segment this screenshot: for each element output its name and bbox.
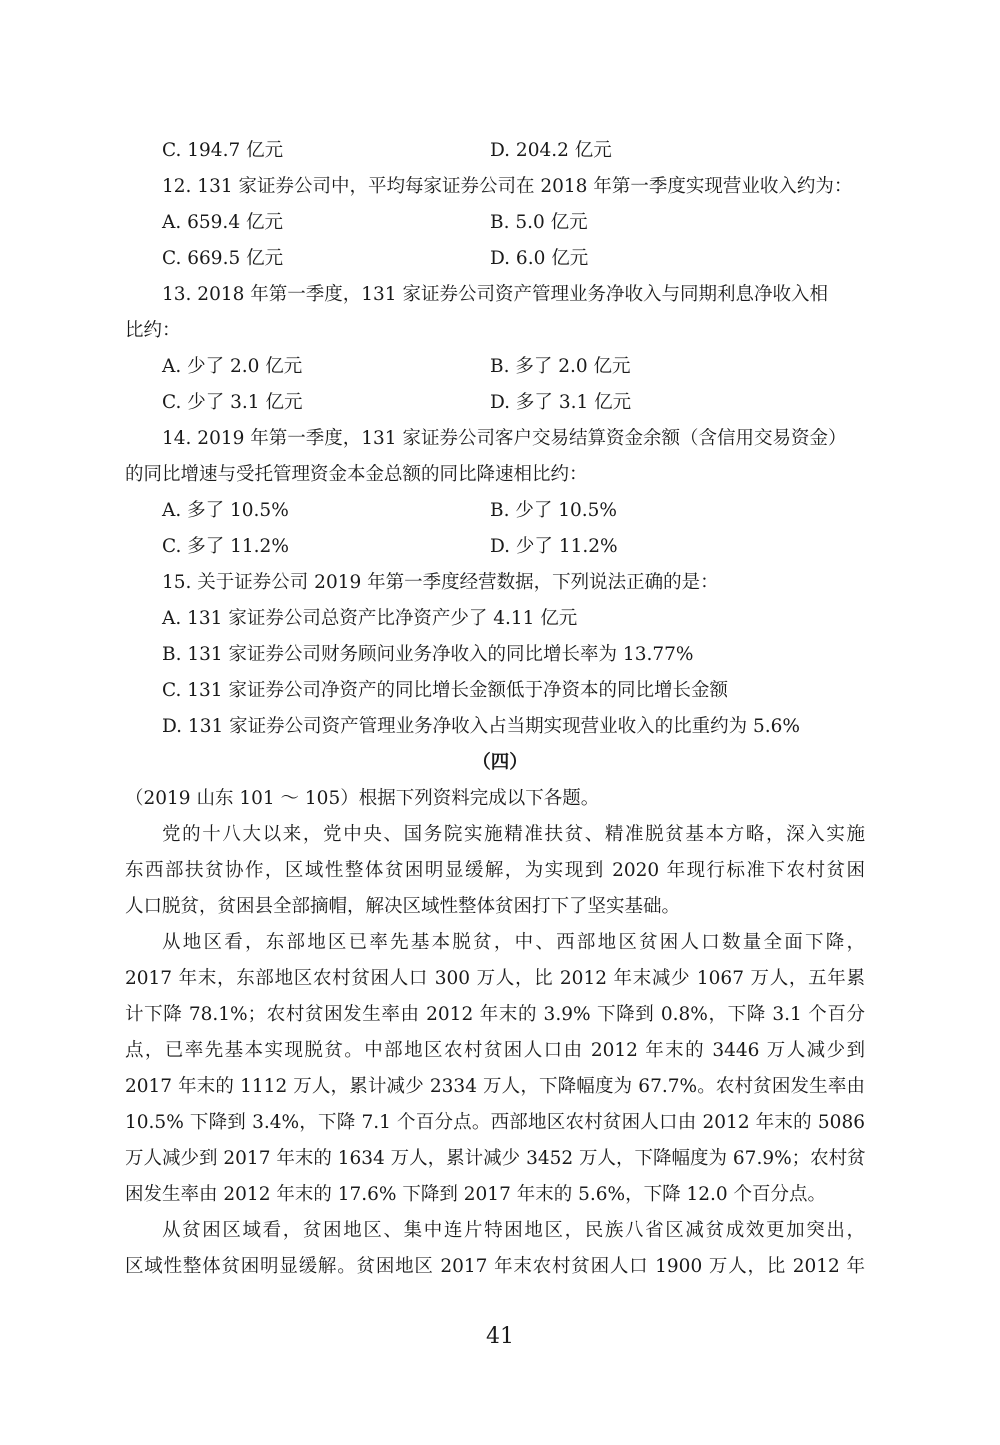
q14-stem-line2: 的同比增速与受托管理资金本金总额的同比降速相比约： — [125, 464, 588, 485]
para3-line2: 区域性整体贫困明显缓解。贫困地区 2017 年末农村贫困人口 1900 万人，比 2012 年 — [125, 1256, 865, 1277]
para3-line1: 从贫困区域看，贫困地区、集中连片特困地区，民族八省区减贫成效更加突出， — [162, 1220, 865, 1241]
q14-stem-line1: 14. 2019 年第一季度，131 家证券公司客户交易结算资金余额（含信用交易资金） — [162, 428, 847, 449]
para2-line3: 计下降 78.1%；农村贫困发生率由 2012 年末的 3.9% 下降到 0.8%，下降 3.1 个百分 — [125, 1004, 865, 1025]
q15-option-c: C. 131 家证券公司净资产的同比增长金额低于净资本的同比增长金额 — [162, 680, 728, 701]
q14-option-d: D. 少了 11.2% — [490, 536, 618, 557]
section-heading: （四） — [472, 752, 528, 773]
para2-line8: 困发生率由 2012 年末的 17.6% 下降到 2017 年末的 5.6%，下降 12.0 个百分点。 — [125, 1184, 827, 1205]
q15-stem: 15. 关于证券公司 2019 年第一季度经营数据，下列说法正确的是： — [162, 572, 719, 593]
q13-option-c: C. 少了 3.1 亿元 — [162, 392, 303, 413]
q14-option-c: C. 多了 11.2% — [162, 536, 289, 557]
q13-option-b: B. 多了 2.0 亿元 — [490, 356, 631, 377]
q13-option-d: D. 多了 3.1 亿元 — [490, 392, 632, 413]
page-number: 41 — [486, 1324, 514, 1349]
q12-stem: 12. 131 家证券公司中，平均每家证券公司在 2018 年第一季度实现营业收入约为： — [162, 176, 853, 197]
q12-option-a: A. 659.4 亿元 — [162, 212, 283, 233]
q15-option-a: A. 131 家证券公司总资产比净资产少了 4.11 亿元 — [162, 608, 578, 629]
q12-option-c: C. 669.5 亿元 — [162, 248, 284, 269]
q15-option-b: B. 131 家证券公司财务顾问业务净收入的同比增长率为 13.77% — [162, 644, 694, 665]
para2-line5: 2017 年末的 1112 万人，累计减少 2334 万人，下降幅度为 67.7%。农村贫困发生率由 — [125, 1076, 865, 1097]
para1-line3: 人口脱贫，贫困县全部摘帽，解决区域性整体贫困打下了坚实基础。 — [125, 896, 681, 917]
q11-option-c: C. 194.7 亿元 — [162, 140, 284, 161]
q13-option-a: A. 少了 2.0 亿元 — [162, 356, 303, 377]
para2-line4: 点，已率先基本实现脱贫。中部地区农村贫困人口由 2012 年末的 3446 万人减少到 — [125, 1040, 865, 1061]
q13-stem-line1: 13. 2018 年第一季度，131 家证券公司资产管理业务净收入与同期利息净收入相 — [162, 284, 828, 305]
q13-stem-line2: 比约： — [125, 320, 181, 341]
q12-option-d: D. 6.0 亿元 — [490, 248, 589, 269]
q15-option-d: D. 131 家证券公司资产管理业务净收入占当期实现营业收入的比重约为 5.6% — [162, 716, 801, 737]
q11-option-d: D. 204.2 亿元 — [490, 140, 612, 161]
para2-line1: 从地区看，东部地区已率先基本脱贫，中、西部地区贫困人口数量全面下降， — [162, 932, 865, 953]
para2-line6: 10.5% 下降到 3.4%，下降 7.1 个百分点。西部地区农村贫困人口由 2012 年末的 5086 — [125, 1112, 865, 1133]
para2-line7: 万人减少到 2017 年末的 1634 万人，累计减少 3452 万人，下降幅度为 67.9%；农村贫 — [125, 1148, 866, 1169]
para2-line2: 2017 年末，东部地区农村贫困人口 300 万人，比 2012 年末减少 1067 万人，五年累 — [125, 968, 865, 989]
q14-option-a: A. 多了 10.5% — [162, 500, 289, 521]
q12-option-b: B. 5.0 亿元 — [490, 212, 588, 233]
para1-line1: 党的十八大以来，党中央、国务院实施精准扶贫、精准脱贫基本方略，深入实施 — [162, 824, 865, 845]
para1-line2: 东西部扶贫协作，区域性整体贫困明显缓解，为实现到 2020 年现行标准下农村贫困 — [125, 860, 865, 881]
q14-option-b: B. 少了 10.5% — [490, 500, 618, 521]
section-intro: （2019 山东 101 ～ 105）根据下列资料完成以下各题。 — [125, 788, 600, 809]
